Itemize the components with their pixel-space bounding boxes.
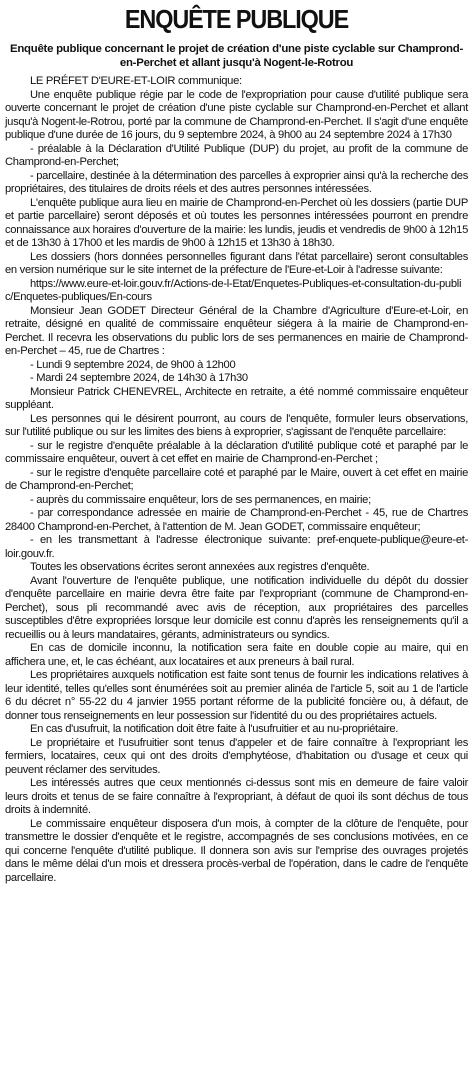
notice-body [5,75,468,885]
paragraph: - sur le registre d'enquête préalable à la déclaration d'utilité publique coté et paraphé par le commissaire enquêteur, ouvert à cet effet en mairie de Champrond-en-Perchet ; [5,439,468,465]
paragraph: - Lundi 9 septembre 2024, de 9h00 à 12h00 [30,358,236,371]
paragraph: - par correspondance adressée en mairie de Champrond-en-Perchet - 45, rue de Chartres 28400 Champrond-en-Perchet, à l'attention de M. Jean GODET, commissaire enquêteur; [5,507,468,533]
paragraph: Les dossiers (hors données personnelles figurant dans l'état parcellaire) seront consultables en version numérique sur le site internet de la préfecture de l'Eure-et-Loir à l'adresse suivante: [5,250,468,276]
paragraph: - parcellaire, destinée à la détermination des parcelles à exproprier ainsi qu'à la recherche des propriétaires, des titulaires de droits réels et des autres personnes intéressées. [5,169,468,195]
paragraph: Le commissaire enquêteur disposera d'un mois, à compter de la clôture de l'enquête, pour transmettre le dossier d'enquête et le registre, accompagnés de ses conclusions motivées, en ce qui concerne l'enquête d'utilité publique. Il donnera son avis sur l'emprise des ouvrages projetés dans le même délai d'un mois et dressera procès-verbal de l'opération, dans le cadre de l'enquête parcellaire. [5,817,468,884]
paragraph: Le propriétaire et l'usufruitier sont tenus d'appeler et de faire connaître à l'expropriant les fermiers, locataires, ceux qui ont des droits d'emphytéose, d'habitation ou d'usage et ceux qui peuvent réclamer des servitudes. [5,736,468,776]
paragraph: Monsieur Patrick CHENEVREL, Architecte en retraite, a été nommé commissaire enquêteur suppléant. [5,385,468,411]
paragraph: Les propriétaires auxquels notification est faite sont tenus de fournir les indications relatives à leur identité, telles qu'elles sont énumérées soit au premier alinéa de l'article 5, soit au 1 de l'article 6 du décret n° 55-22 du 4 janvier 1955 portant réforme de la publicité foncière ou, à défaut, de donner tous renseignements en leur possession sur l'identité du ou des propriétaires actuels. [5,669,468,722]
paragraph: - auprès du commissaire enquêteur, lors de ses permanences, en mairie; [30,493,371,506]
prefecture-url: https://www.eure-et-loir.gouv.fr/Actions-de-l-Etat/Enquetes-Publiques-et-consultation-du-public/Enquetes-publiques/En-cours [5,277,462,303]
paragraph-email: - en les transmettant à l'adresse électronique suivante: pref-enquete-publique@eure-et-loir.gouv.fr. [5,534,468,560]
paragraph: - Mardi 24 septembre 2024, de 14h30 à 17h30 [30,372,248,384]
paragraph: En cas de domicile inconnu, la notification sera faite en double copie au maire, qui en affichera une, et, le cas échéant, aux locataires et aux preneurs à bail rural. [5,642,468,668]
paragraph: Monsieur Jean GODET Directeur Général de la Chambre d'Agriculture d'Eure-et-Loir, en retraite, désigné en qualité de commissaire enquêteur siégera à la mairie de Champrond-en-Perchet. Il recevra les observations du public lors de ses permanences en mairie de Champrond-en-Perchet – 45, rue de Chartres : [5,304,468,357]
paragraph: En cas d'usufruit, la notification doit être faite à l'usufruitier et au nu-propriétaire. [30,723,399,735]
paragraph: L'enquête publique aura lieu en mairie de Champrond-en-Perchet où les dossiers (partie DUP et partie parcellaire) seront déposés et où toutes les personnes intéressées pourront en prendre connaissance aux horaires d'ouverture de la mairie: les lundis, jeudis et vendredis de 9h00 à 12h15 et de 13h30 à 17h00 et les mardis de 9h00 à 12h15 et 13h30 à 18h30. [5,196,468,249]
paragraph: - sur le registre d'enquête parcellaire coté et paraphé par le Maire, ouvert à cet effet en mairie de Champrond-en-Perchet; [5,466,468,492]
notice-subtitle: Enquête publique concernant le projet de création d'une piste cyclable sur Champrond-en-Perchet et allant jusqu'à Nogent-le-Rotrou [10,43,463,69]
paragraph: Toutes les observations écrites seront annexées aux registres d'enquête. [30,561,370,573]
paragraph: LE PRÉFET D'EURE-ET-LOIR communique: [30,75,242,87]
notice-title: ENQUÊTE PUBLIQUE [124,4,349,34]
paragraph: Une enquête publique régie par le code de l'expropriation pour cause d'utilité publique sera ouverte concernant le projet de création d'une piste cyclable sur Champrond-en-Perchet et allant jusqu'à Nogent-le-Rotrou, porté par la commune de Champrond-en-Perchet. Il s'agit d'une enquête publique d'une durée de 16 jours, du 9 septembre 2024, à 9h00 au 24 septembre 2024 à 17h30 [5,88,468,141]
paragraph: - préalable à la Déclaration d'Utilité Publique (DUP) du projet, au profit de la commune de Champrond-en-Perchet; [5,142,468,168]
paragraph: Avant l'ouverture de l'enquête publique, une notification individuelle du dépôt du dossier d'enquête parcellaire en mairie devra être faite par l'expropriant (commune de Champrond-en-Perchet), sous pli recommandé avec avis de réception, aux propriétaires des parcelles susceptibles d'être expropriées lorsque leur domicile est connu d'après les renseignements qu'il a recueillis ou à leurs mandataires, gérants, administrateurs ou syndics. [5,574,468,641]
paragraph: Les personnes qui le désirent pourront, au cours de l'enquête, formuler leurs observations, sur l'utilité publique ou sur les limites des biens à exproprier, s'agissant de l'enquête parcellaire: [5,412,468,438]
paragraph: Les intéressés autres que ceux mentionnés ci-dessus sont mis en demeure de faire valoir leurs droits et tenus de se faire connaître à l'expropriant, à défaut de quoi ils sont déchus de tous droits à indemnité. [5,777,468,816]
